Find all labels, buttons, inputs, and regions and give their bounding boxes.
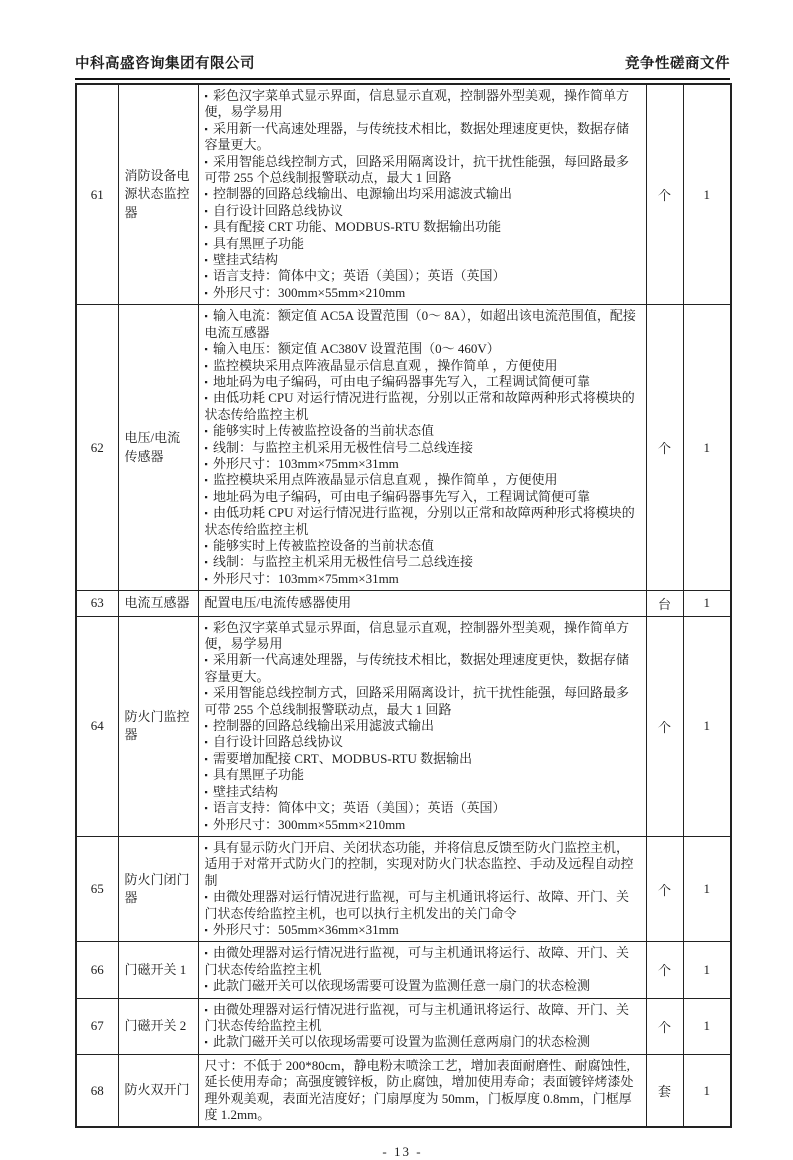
bullet-marker-icon: ▪ (204, 557, 210, 568)
bullet-marker-icon: ▪ (204, 1004, 210, 1015)
spec-item-text: 外形尺寸：103mm×75mm×31mm (212, 455, 399, 471)
bullet-marker-icon: ▪ (204, 271, 210, 282)
spec-bullet-item (205, 734, 640, 750)
bullet-marker-icon: ▪ (204, 622, 210, 633)
spec-item-text: 由微处理器对运行情况进行监视，可与主机通讯将运行、故障、开门、关门状态传给监控主机，也可以执行主机发出的关门命令 (204, 889, 629, 921)
bullet-marker-icon: ▪ (204, 255, 210, 266)
unit-cell: 个 (646, 942, 683, 998)
spec-item-text: 此款门磁开关可以依现场需要可设置为监测任意两扇门的状态检测 (212, 1034, 590, 1050)
spec-item-text: 由低功耗 CPU 对运行情况进行监视，分别以正常和故障两种形式将模块的状态传给监控主机 (204, 505, 635, 537)
spec-bullet-item (205, 252, 640, 268)
bullet-marker-icon: ▪ (204, 426, 210, 437)
item-spec-cell (198, 998, 646, 1054)
spec-bullet-item (205, 203, 640, 219)
spec-item-text: 语言支持：简体中文；英语（美国）；英语（英国） (212, 800, 506, 816)
spec-bullet-item (205, 817, 640, 833)
spec-item-text: 壁挂式结构 (212, 252, 278, 268)
bullet-marker-icon: ▪ (204, 475, 210, 486)
spec-item-text: 需要增加配接 CRT、MODBUS-RTU 数据输出 (212, 750, 473, 766)
table-row (76, 591, 731, 616)
spec-item-text: 此款门磁开关可以依现场需要可设置为监测任意一扇门的状态检测 (212, 978, 590, 994)
row-number-cell: 68 (76, 1054, 118, 1127)
spec-bullet-item (205, 889, 640, 922)
row-number-cell: 67 (76, 998, 118, 1054)
bullet-marker-icon: ▪ (204, 688, 210, 699)
table-row (76, 616, 731, 836)
page-number: - 13 - (382, 1144, 423, 1160)
bullet-marker-icon: ▪ (204, 655, 210, 666)
spec-bullet-item (205, 374, 640, 390)
spec-bullet-item (205, 268, 640, 284)
table-row (76, 305, 731, 591)
spec-item-text: 具有黑匣子功能 (212, 767, 304, 783)
spec-bullet-item (205, 685, 640, 718)
bullet-marker-icon: ▪ (204, 803, 210, 814)
item-spec-cell (198, 616, 646, 836)
spec-item-text: 彩色汉字菜单式显示界面，信息显示直观，控制器外型美观，操作简单方便，易学易用 (204, 619, 629, 652)
item-spec-cell (198, 591, 646, 616)
spec-bullet-item (205, 186, 640, 202)
unit-cell: 套 (646, 1054, 683, 1127)
bullet-marker-icon: ▪ (204, 189, 210, 200)
spec-bullet-item (205, 440, 640, 456)
spec-bullet-item (205, 308, 640, 341)
spec-bullet-item (205, 571, 640, 587)
bullet-marker-icon: ▪ (204, 91, 210, 101)
bullet-marker-icon: ▪ (204, 786, 210, 797)
spec-bullet-item (205, 358, 640, 374)
bullet-marker-icon: ▪ (204, 508, 210, 519)
bullet-marker-icon: ▪ (204, 892, 210, 903)
bullet-marker-icon: ▪ (204, 1037, 210, 1048)
table-row (76, 1054, 731, 1127)
spec-bullet-item (205, 784, 640, 800)
bullet-marker-icon: ▪ (204, 819, 210, 830)
quantity-cell: 1 (683, 305, 731, 591)
spec-bullet-item (205, 390, 640, 423)
bullet-marker-icon: ▪ (204, 924, 210, 935)
spec-bullet-item (205, 840, 640, 889)
equipment-spec-table (75, 83, 732, 1128)
spec-bullet-item (205, 219, 640, 235)
unit-cell: 台 (646, 591, 683, 616)
page-footer (75, 1144, 730, 1160)
item-name-cell: 门磁开关 2 (118, 998, 198, 1054)
spec-item-text: 地址码为电子编码，可由电子编码器事先写入，工程调试简便可靠 (212, 373, 590, 389)
spec-bullet-item (205, 489, 640, 505)
spec-item-text: 采用智能总线控制方式，回路采用隔离设计，抗干扰性能强，每回路最多可带 255 个总线制报警联动点，最大 1 回路 (204, 685, 629, 717)
item-name-cell: 防火门监控器 (118, 616, 198, 836)
spec-item-text: 自行设计回路总线协议 (212, 202, 343, 218)
spec-item-text: 语言支持：简体中文；英语（美国）；英语（英国） (212, 268, 506, 284)
spec-bullet-item (205, 751, 640, 767)
spec-bullet-item (205, 154, 640, 187)
bullet-marker-icon: ▪ (204, 442, 210, 453)
spec-item-text: 具有显示防火门开启、关闭状态功能，并将信息反馈至防火门监控主机，适用于对常开式防火门的控制，实现对防火门状态监控、手动及远程自动控制 (204, 839, 634, 888)
spec-item-text: 采用新一代高速处理器，与传统技术相比，数据处理速度更快，数据存储容量更大。 (204, 652, 629, 684)
row-number-cell: 65 (76, 836, 118, 941)
spec-item-text: 外形尺寸：505mm×36mm×31mm (212, 921, 399, 937)
header-doc-type: 竞争性磋商文件 (625, 56, 730, 72)
spec-bullet-item (205, 1002, 640, 1035)
bullet-marker-icon: ▪ (204, 540, 210, 551)
bullet-marker-icon: ▪ (204, 753, 210, 764)
spec-item-text: 输入电压：额定值 AC380V 设置范围（0～ 460V） (212, 341, 500, 357)
item-name-cell: 防火门闭门器 (118, 836, 198, 941)
spec-bullet-item (205, 236, 640, 252)
spec-bullet-item (205, 505, 640, 538)
spec-bullet-item (205, 767, 640, 783)
item-spec-cell (198, 84, 646, 305)
spec-item-text: 监控模块采用点阵液晶显示信息直观 ，操作简单 ，方便使用 (212, 357, 558, 373)
spec-item-text: 采用智能总线控制方式，回路采用隔离设计，抗干扰性能强，每回路最多可带 255 个总线制报警联动点，最大 1 回路 (204, 153, 629, 186)
spec-item-text: 由低功耗 CPU 对运行情况进行监视，分别以正常和故障两种形式将模块的状态传给监控主机 (204, 390, 635, 422)
quantity-cell: 1 (683, 998, 731, 1054)
row-number-cell: 66 (76, 942, 118, 998)
bullet-marker-icon: ▪ (204, 344, 210, 355)
spec-item-text: 配置电压/电流传感器使用 (204, 595, 352, 611)
bullet-marker-icon: ▪ (204, 238, 210, 249)
bullet-marker-icon: ▪ (204, 123, 210, 134)
unit-cell: 个 (646, 305, 683, 591)
row-number-cell: 61 (76, 84, 118, 305)
item-spec-cell (198, 305, 646, 591)
spec-bullet-item (205, 718, 640, 734)
unit-cell: 个 (646, 836, 683, 941)
item-name-cell: 防火双开门 (118, 1054, 198, 1127)
table-row (76, 942, 731, 998)
spec-bullet-item (205, 538, 640, 554)
spec-item-text: 能够实时上传被监控设备的当前状态值 (212, 423, 434, 439)
page-header (75, 52, 730, 80)
bullet-marker-icon: ▪ (204, 205, 210, 216)
bullet-marker-icon: ▪ (204, 573, 210, 584)
bullet-marker-icon: ▪ (204, 376, 210, 387)
table-row (76, 998, 731, 1054)
spec-bullet-item (205, 945, 640, 978)
bullet-marker-icon: ▪ (204, 770, 210, 781)
spec-item-text: 线制：与监控主机采用无极性信号二总线连接 (212, 554, 473, 570)
spec-bullet-item (205, 922, 640, 938)
spec-table-body (76, 84, 731, 1127)
bullet-marker-icon: ▪ (204, 360, 210, 371)
spec-item-text: 彩色汉字菜单式显示界面，信息显示直观，控制器外型美观，操作简单方便，易学易用 (204, 88, 629, 120)
bullet-marker-icon: ▪ (204, 287, 210, 298)
quantity-cell: 1 (683, 616, 731, 836)
spec-bullet-item (205, 341, 640, 357)
spec-bullet-item (205, 800, 640, 816)
spec-item-text: 具有配接 CRT 功能、MODBUS-RTU 数据输出功能 (212, 219, 502, 235)
row-number-cell: 63 (76, 591, 118, 616)
header-company-name: 中科高盛咨询集团有限公司 (75, 56, 255, 72)
row-number-cell: 62 (76, 305, 118, 591)
spec-item-text: 输入电流：额定值 AC5A 设置范围（0～ 8A），如超出该电流范围值，配接电流互感器 (204, 308, 636, 340)
spec-item-text: 线制：与监控主机采用无极性信号二总线连接 (212, 439, 473, 455)
quantity-cell: 1 (683, 84, 731, 305)
spec-bullet-item (205, 554, 640, 570)
spec-item-text: 尺寸：不低于 200*80cm，静电粉末喷涂工艺，增加表面耐磨性、耐腐蚀性,延长使用寿命；高强度镀锌板，防止腐蚀，增加使用寿命；表面镀锌烤漆处理外观美观，表面光洁度好；门扇厚度为 50mm，门板厚度 0.8mm，门框厚度 1.2mm。 (204, 1057, 634, 1123)
spec-item-text: 外形尺寸：300mm×55mm×210mm (212, 816, 406, 832)
spec-bullet-item (205, 652, 640, 685)
spec-text (205, 1058, 640, 1124)
item-name-cell: 消防设备电源状态监控器 (118, 84, 198, 305)
spec-item-text: 控制器的回路总线输出采用滤波式输出 (212, 718, 434, 734)
bullet-marker-icon: ▪ (204, 948, 210, 959)
spec-bullet-item (205, 423, 640, 439)
spec-text (205, 595, 640, 611)
bullet-marker-icon: ▪ (204, 842, 210, 853)
unit-cell: 个 (646, 998, 683, 1054)
spec-bullet-item (205, 121, 640, 154)
bullet-marker-icon: ▪ (204, 721, 210, 732)
row-number-cell: 64 (76, 616, 118, 836)
table-row (76, 84, 731, 305)
quantity-cell: 1 (683, 942, 731, 998)
spec-item-text: 自行设计回路总线协议 (212, 734, 343, 750)
quantity-cell: 1 (683, 836, 731, 941)
spec-bullet-item (205, 620, 640, 653)
item-name-cell: 电流互感器 (118, 591, 198, 616)
spec-item-text: 地址码为电子编码，可由电子编码器事先写入，工程调试简便可靠 (212, 488, 590, 504)
unit-cell: 个 (646, 84, 683, 305)
bullet-marker-icon: ▪ (204, 458, 210, 469)
spec-item-text: 由微处理器对运行情况进行监视，可与主机通讯将运行、故障、开门、关门状态传给监控主机 (204, 945, 629, 977)
spec-item-text: 具有黑匣子功能 (212, 235, 304, 251)
spec-bullet-item (205, 285, 640, 301)
bullet-marker-icon: ▪ (204, 311, 210, 322)
item-spec-cell (198, 1054, 646, 1127)
bullet-marker-icon: ▪ (204, 981, 210, 992)
spec-bullet-item (205, 1034, 640, 1050)
unit-cell: 个 (646, 616, 683, 836)
spec-item-text: 控制器的回路总线输出、电源输出均采用滤波式输出 (212, 186, 512, 202)
bullet-marker-icon: ▪ (204, 156, 210, 167)
bullet-marker-icon: ▪ (204, 737, 210, 748)
spec-bullet-item (205, 88, 640, 121)
spec-bullet-item (205, 472, 640, 488)
item-spec-cell (198, 942, 646, 998)
spec-item-text: 外形尺寸：300mm×55mm×210mm (212, 284, 406, 300)
spec-item-text: 监控模块采用点阵液晶显示信息直观 ，操作简单 ，方便使用 (212, 472, 558, 488)
quantity-cell: 1 (683, 1054, 731, 1127)
bullet-marker-icon: ▪ (204, 393, 210, 404)
item-spec-cell (198, 836, 646, 941)
spec-bullet-item (205, 978, 640, 994)
spec-item-text: 外形尺寸：103mm×75mm×31mm (212, 570, 399, 586)
bullet-marker-icon: ▪ (204, 491, 210, 502)
spec-item-text: 壁挂式结构 (212, 783, 278, 799)
spec-item-text: 采用新一代高速处理器，与传统技术相比，数据处理速度更快，数据存储容量更大。 (204, 120, 629, 153)
spec-item-text: 由微处理器对运行情况进行监视，可与主机通讯将运行、故障、开门、关门状态传给监控主机 (204, 1001, 629, 1033)
bullet-marker-icon: ▪ (204, 222, 210, 233)
spec-bullet-item (205, 456, 640, 472)
item-name-cell: 门磁开关 1 (118, 942, 198, 998)
table-row (76, 836, 731, 941)
item-name-cell: 电压/电流传感器 (118, 305, 198, 591)
quantity-cell: 1 (683, 591, 731, 616)
spec-item-text: 能够实时上传被监控设备的当前状态值 (212, 537, 434, 553)
